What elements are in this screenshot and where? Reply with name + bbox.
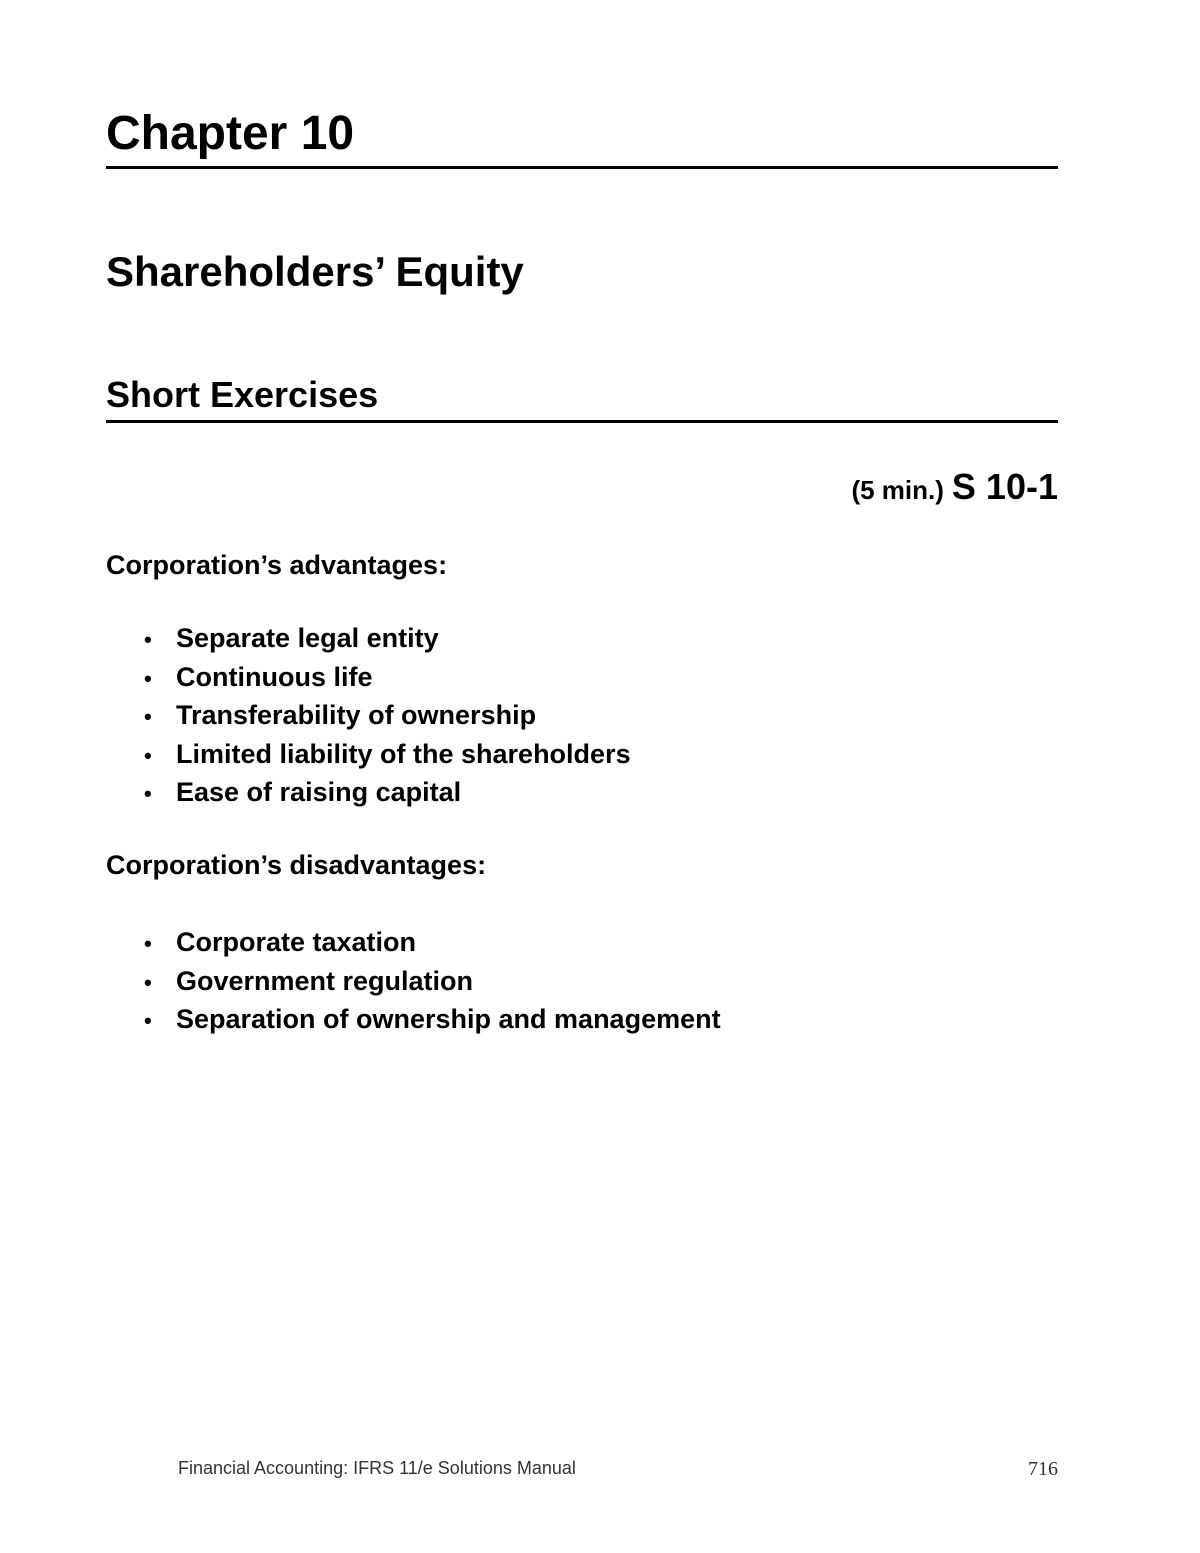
list-item-text: Government regulation — [176, 965, 474, 996]
subsection-divider — [106, 420, 1058, 423]
bullet-icon: • — [144, 931, 152, 956]
list-item-text: Corporate taxation — [176, 927, 417, 957]
list-item — [144, 697, 631, 736]
advantages-heading: Corporation’s advantages: — [106, 550, 448, 580]
list-item-text: Ease of raising capital — [176, 777, 462, 807]
disadvantages-heading: Corporation’s disadvantages: — [106, 850, 487, 880]
list-item — [144, 736, 631, 775]
advantages-list — [144, 620, 631, 813]
list-item — [144, 659, 631, 698]
bullet-icon: • — [144, 665, 152, 691]
subsection-title: Short Exercises — [106, 374, 379, 415]
page-number: 716 — [1028, 1458, 1058, 1480]
list-item — [144, 924, 721, 963]
exercise-id: S 10-1 — [951, 466, 1058, 507]
exercise-time: (5 min.) — [851, 475, 944, 505]
section-title: Shareholders’ Equity — [106, 248, 524, 295]
list-item — [144, 774, 631, 813]
exercise-tag — [851, 466, 1058, 508]
list-item — [144, 620, 631, 659]
chapter-title: Chapter 10 — [106, 107, 355, 160]
bullet-icon: • — [144, 969, 152, 995]
list-item — [144, 1001, 721, 1040]
bullet-icon: • — [144, 742, 152, 768]
chapter-divider — [106, 166, 1058, 169]
list-item-text: Separate legal entity — [176, 623, 439, 653]
bullet-icon: • — [144, 781, 152, 806]
footer-source: Financial Accounting: IFRS 11/e Solutions Manual — [178, 1458, 576, 1478]
bullet-icon: • — [144, 1008, 152, 1033]
list-item-text: Transferability of ownership — [176, 700, 537, 730]
bullet-icon: • — [144, 704, 152, 729]
bullet-icon: • — [144, 627, 152, 652]
disadvantages-list — [144, 924, 721, 1040]
list-item-text: Limited liability of the shareholders — [176, 738, 631, 769]
list-item-text: Continuous life — [176, 661, 373, 692]
list-item — [144, 963, 721, 1002]
list-item-text: Separation of ownership and management — [176, 1004, 721, 1034]
